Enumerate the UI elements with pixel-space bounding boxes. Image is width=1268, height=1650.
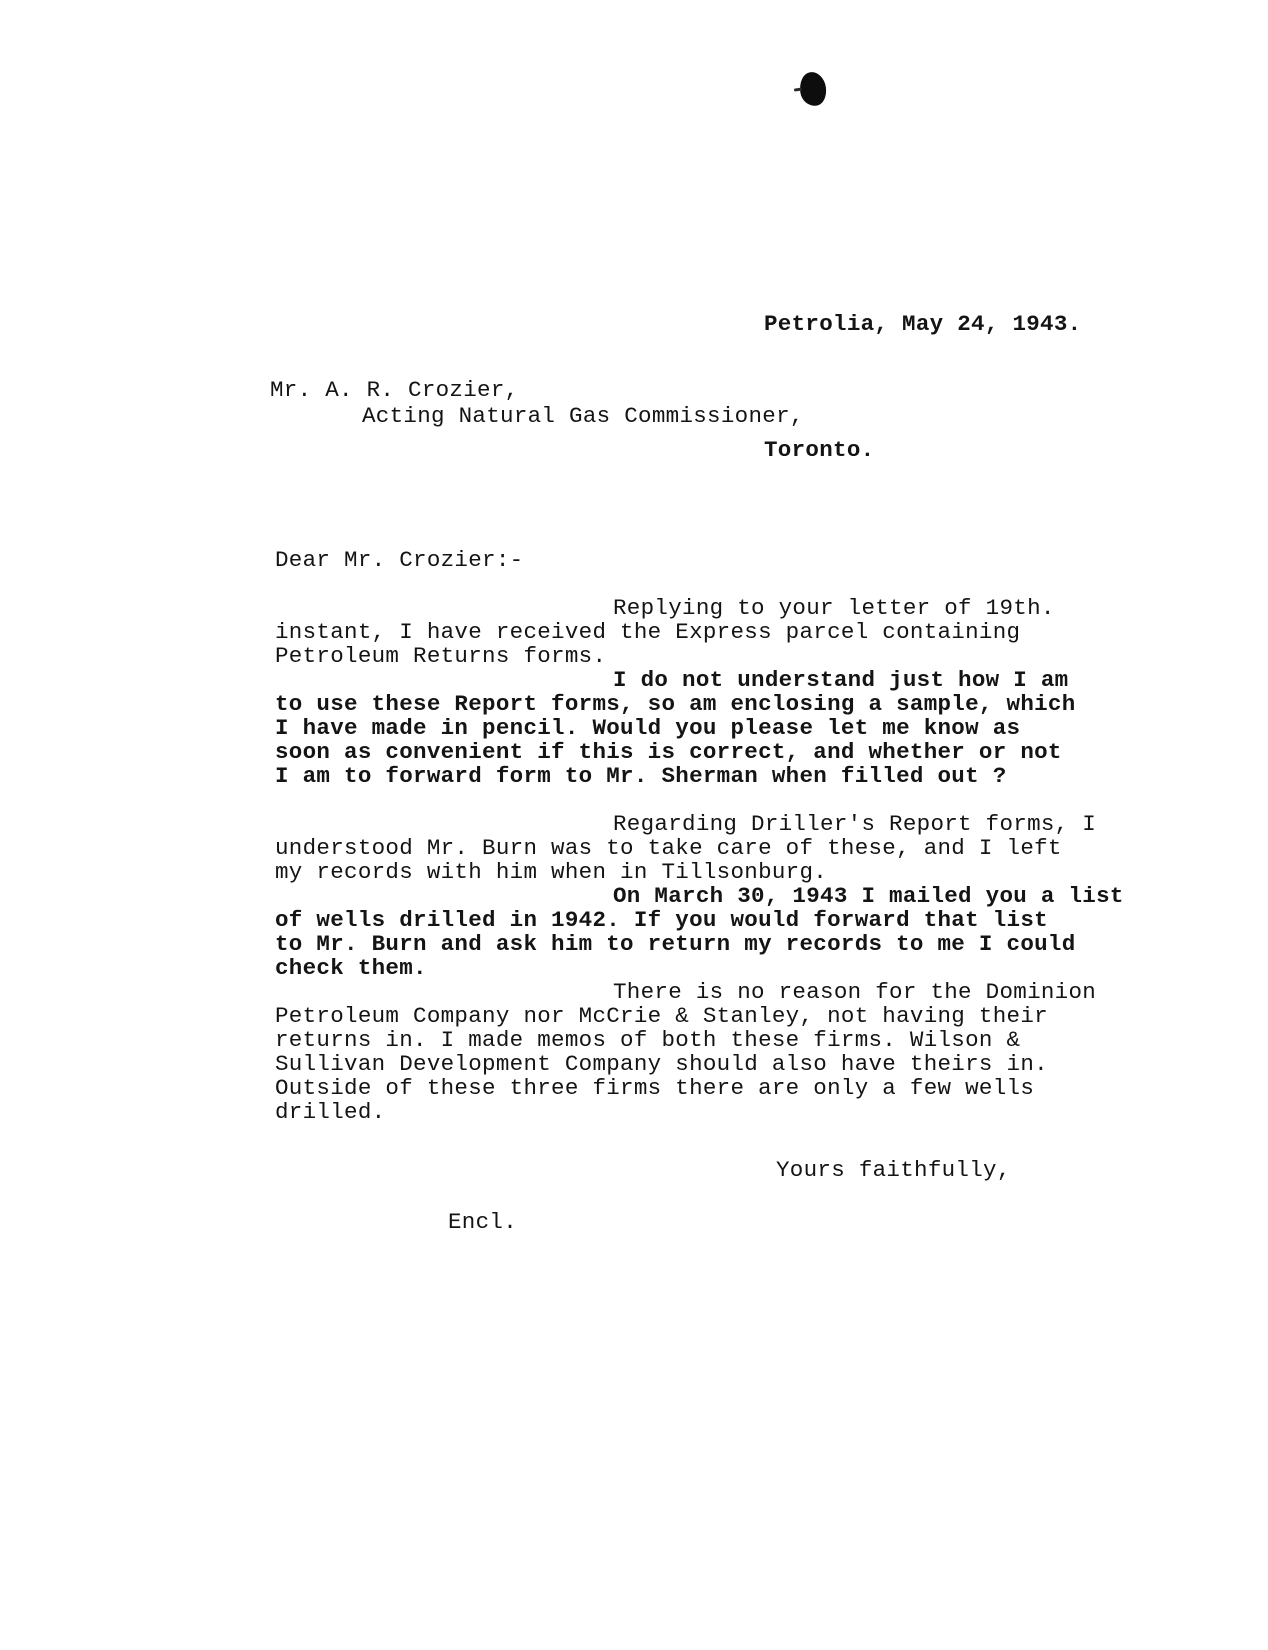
ink-blot-mark — [798, 70, 828, 107]
text-line: I am to forward form to Mr. Sherman when filled out ? — [275, 763, 1007, 789]
text-line: drilled. — [275, 1099, 386, 1125]
closing: Yours faithfully, — [776, 1157, 1011, 1183]
recipient-name: Mr. A. R. Crozier, — [270, 377, 519, 403]
paragraph-drillers-report — [275, 812, 1175, 884]
text-line: understood Mr. Burn was to take care of these, and I left — [275, 835, 1062, 861]
text-line: Outside of these three firms there are only a few wells — [275, 1075, 1035, 1101]
paragraph-reply — [275, 596, 1175, 668]
text-line: to Mr. Burn and ask him to return my records to me I could — [275, 931, 1076, 957]
text-line: returns in. I made memos of both these firms. Wilson & — [275, 1027, 1021, 1053]
salutation: Dear Mr. Crozier:- — [275, 547, 524, 573]
text-line: There is no reason for the Dominion — [613, 979, 1097, 1005]
paragraph-wells-list — [275, 884, 1175, 980]
text-line: Replying to your letter of 19th. — [613, 595, 1055, 621]
text-line: to use these Report forms, so am enclosing a sample, which — [275, 691, 1076, 717]
text-line: check them. — [275, 955, 427, 981]
paragraph-report-forms — [275, 668, 1175, 788]
text-line: Petroleum Company nor McCrie & Stanley, not having their — [275, 1003, 1048, 1029]
enclosure-note: Encl. — [448, 1209, 518, 1235]
text-line: Petroleum Returns forms. — [275, 643, 607, 669]
text-line: soon as convenient if this is correct, and whether or not — [275, 739, 1062, 765]
text-line: I do not understand just how I am — [613, 667, 1069, 693]
text-line: my records with him when in Tillsonburg. — [275, 859, 828, 885]
dateline: Petrolia, May 24, 1943. — [764, 311, 1082, 337]
text-line: I have made in pencil. Would you please let me know as — [275, 715, 1021, 741]
recipient-city: Toronto. — [764, 437, 875, 463]
text-line: of wells drilled in 1942. If you would forward that list — [275, 907, 1048, 933]
text-line: On March 30, 1943 I mailed you a list — [613, 883, 1124, 909]
text-line: Regarding Driller's Report forms, I — [613, 811, 1097, 837]
text-line: instant, I have received the Express parcel containing — [275, 619, 1021, 645]
text-line: Sullivan Development Company should also have theirs in. — [275, 1051, 1048, 1077]
paragraph-returns — [275, 980, 1175, 1124]
recipient-title: Acting Natural Gas Commissioner, — [362, 403, 804, 429]
